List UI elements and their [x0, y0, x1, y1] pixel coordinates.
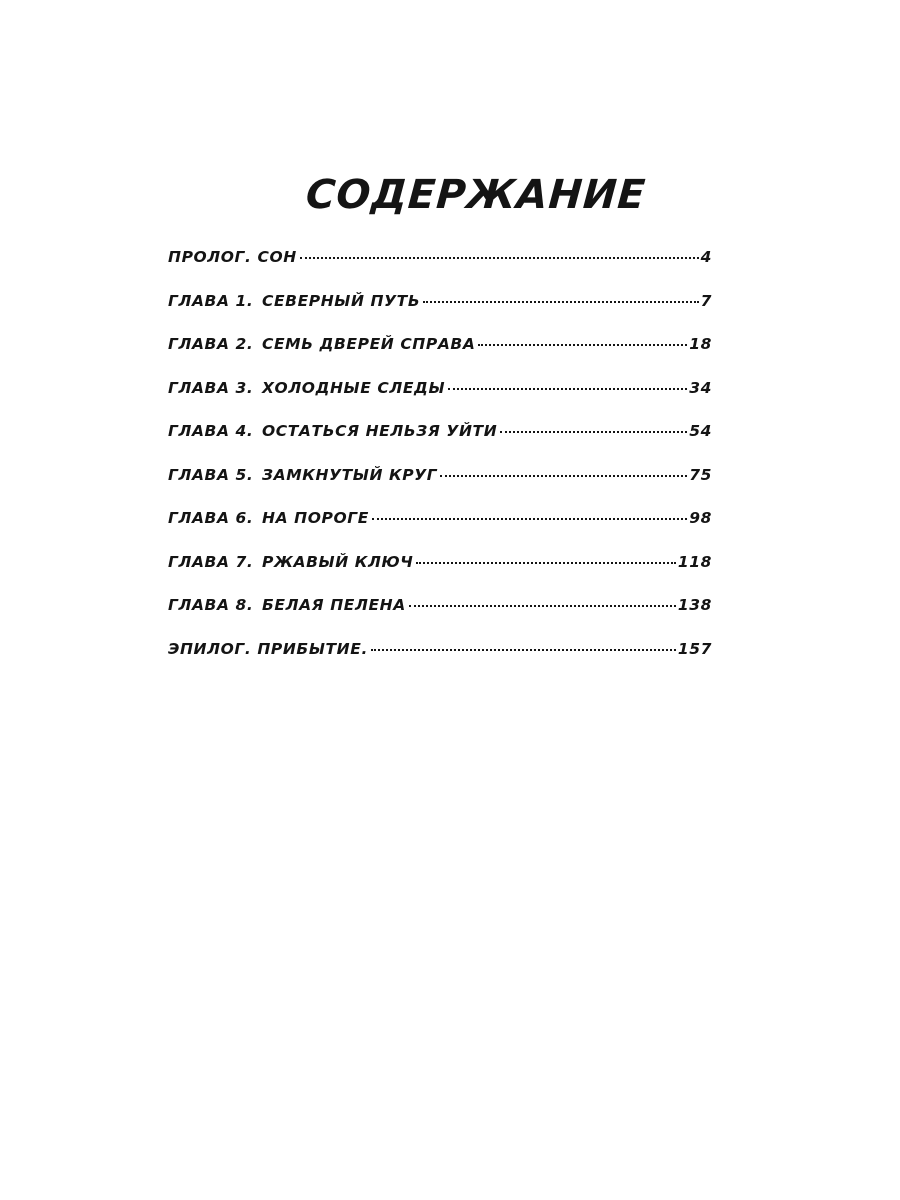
dot-leader	[423, 301, 698, 303]
toc-entry-chapter-7	[168, 547, 712, 591]
toc-page-number: 118	[677, 552, 712, 571]
toc-chapter-label: ГЛАВА 1.	[168, 291, 254, 310]
toc-page-number: 98	[689, 509, 712, 527]
dot-leader	[300, 257, 699, 259]
toc-entry-title: ЭПИЛОГ. ПРИБЫТИЕ.	[168, 639, 368, 658]
toc-entry-prologue	[168, 242, 712, 286]
toc-entry-chapter-1	[168, 286, 712, 330]
dot-leader	[416, 562, 675, 564]
dot-leader	[440, 475, 687, 477]
dot-leader	[372, 518, 687, 520]
toc-page-number: 54	[689, 422, 712, 440]
toc-chapter-label: ГЛАВА 7.	[168, 552, 254, 571]
toc-chapter-label: ГЛАВА 2.	[168, 335, 254, 353]
dot-leader	[448, 388, 687, 390]
dot-leader	[371, 649, 676, 651]
dot-leader	[409, 605, 676, 607]
toc-entry-epilogue	[168, 634, 712, 678]
toc-entry-title: ПРОЛОГ. СОН	[168, 248, 297, 266]
toc-entry-title: ЗАМКНУТЫЙ КРУГ	[262, 465, 438, 484]
toc-entry-title: СЕМЬ ДВЕРЕЙ СПРАВА	[262, 335, 476, 353]
toc-entry-title: ОСТАТЬСЯ НЕЛЬЗЯ УЙТИ	[262, 422, 498, 440]
toc-chapter-label: ГЛАВА 6.	[168, 509, 254, 527]
toc-entry-title: БЕЛАЯ ПЕЛЕНА	[262, 596, 406, 614]
page-title: СОДЕРЖАНИЕ	[304, 171, 648, 218]
toc-entry-chapter-2	[168, 329, 712, 373]
toc-page-number: 18	[689, 335, 712, 353]
toc-entry-title: НА ПОРОГЕ	[262, 509, 369, 527]
toc-page-number: 75	[689, 465, 712, 484]
toc-entry-title: ХОЛОДНЫЕ СЛЕДЫ	[262, 378, 446, 397]
toc-entry-chapter-8	[168, 590, 712, 634]
toc-chapter-label: ГЛАВА 5.	[168, 465, 254, 484]
toc-entry-title: СЕВЕРНЫЙ ПУТЬ	[262, 291, 421, 310]
toc-page-number: 7	[700, 291, 712, 310]
table-of-contents	[168, 242, 712, 677]
toc-page-number: 4	[700, 248, 712, 266]
toc-entry-title: РЖАВЫЙ КЛЮЧ	[262, 552, 414, 571]
toc-page-number: 138	[677, 596, 712, 614]
toc-page-number: 34	[689, 378, 712, 397]
dot-leader	[500, 431, 687, 433]
dot-leader	[478, 344, 687, 346]
toc-chapter-label: ГЛАВА 3.	[168, 378, 254, 397]
toc-entry-chapter-5	[168, 460, 712, 504]
toc-chapter-label: ГЛАВА 4.	[168, 422, 254, 440]
toc-entry-chapter-6	[168, 503, 712, 547]
toc-entry-chapter-4	[168, 416, 712, 460]
toc-page-number: 157	[677, 639, 712, 658]
toc-entry-chapter-3	[168, 373, 712, 417]
toc-chapter-label: ГЛАВА 8.	[168, 596, 254, 614]
